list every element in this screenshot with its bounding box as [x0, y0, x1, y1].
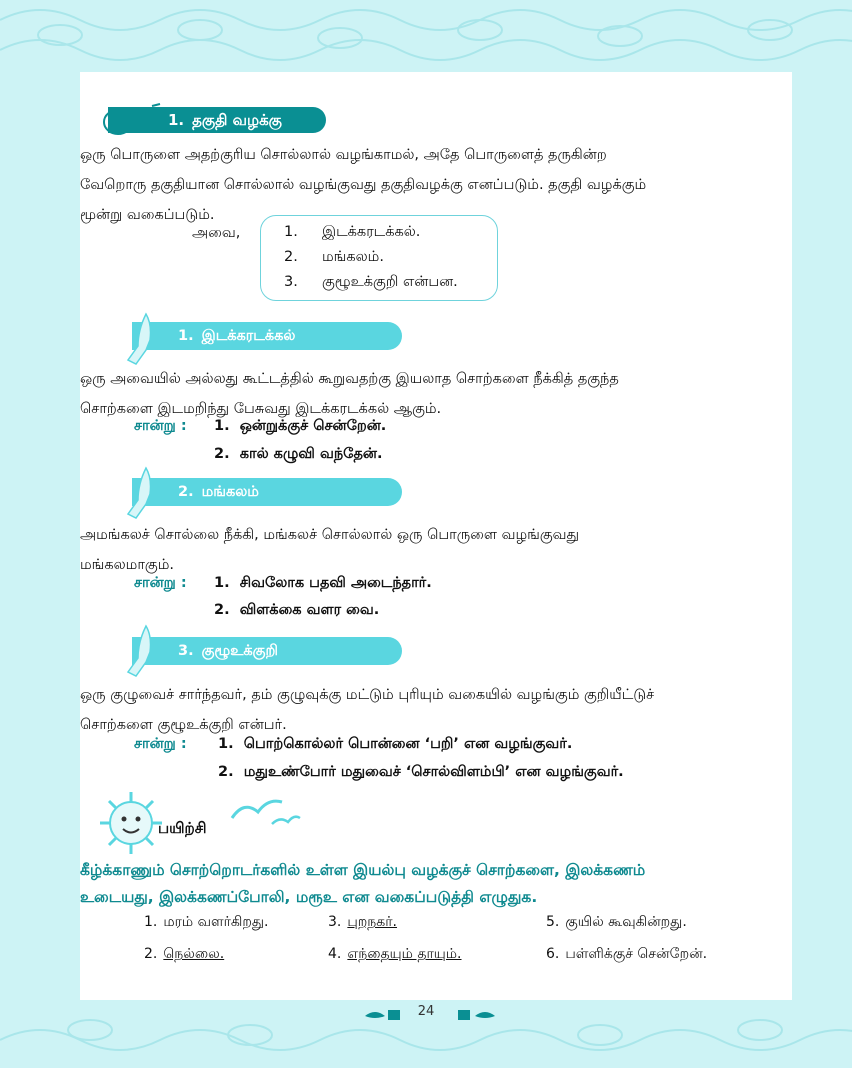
exercise-instruction [80, 857, 792, 911]
example-row [134, 729, 187, 759]
item-number: 6. [546, 946, 560, 962]
example-number: 2. [218, 764, 234, 780]
subsection-1-paragraph [80, 364, 792, 424]
example-row [134, 411, 187, 441]
subsection-number: 2. [178, 484, 194, 500]
page-number: 24 [417, 1004, 435, 1019]
item-number: 3. [328, 914, 342, 930]
example-number: 2. [214, 446, 230, 462]
intro-line: வேறொரு தகுதியான சொல்லால் வழங்குவது தகுதிவழக்கு எனப்படும். தகுதி வழக்கும் [80, 177, 647, 193]
paragraph-line: மங்கலமாகும். [80, 557, 175, 573]
item-text: புறநகர். [347, 914, 398, 930]
example-number: 1. [214, 418, 230, 434]
example-text: ஒன்றுக்குச் சென்றேன். [239, 418, 387, 434]
subsection-2-paragraph [80, 520, 792, 580]
folded-hands-icon [124, 310, 164, 366]
example-item [214, 411, 386, 441]
example-label: சான்று : [134, 736, 187, 752]
paragraph-line: அமங்கலச் சொல்லை நீக்கி, மங்கலச் சொல்லால் ஒரு பொருளை வழங்குவது [80, 527, 580, 543]
subsection-number: 1. [178, 328, 194, 344]
item-text: எந்தையும் தாயும். [347, 946, 462, 962]
exercise-item-2 [144, 946, 224, 964]
list-text: குழூஉக்குறி என்பன. [322, 274, 458, 290]
example-text: கால் கழுவி வந்தேன். [239, 446, 383, 462]
exercise-item-4 [328, 946, 462, 964]
folded-hands-icon [124, 464, 164, 520]
example-label: சான்று : [134, 418, 187, 434]
list-number: 2. [284, 249, 298, 265]
intro-line: ஒரு பொருளை அதற்குரிய சொல்லால் வழங்காமல், அதே பொருளைத் தருகின்ற [80, 147, 607, 163]
top-decorative-band [0, 0, 852, 72]
example-item [214, 595, 379, 625]
subsection-title: குழூஉக்குறி [201, 643, 278, 659]
item-number: 2. [144, 946, 158, 962]
list-item [322, 249, 384, 267]
example-text: சிவலோக பதவி அடைந்தார். [239, 575, 432, 591]
section-number: 1. [168, 111, 185, 129]
avai-label: அவை, [192, 225, 241, 241]
subsection-heading-2 [132, 478, 402, 506]
page-content [80, 72, 792, 1000]
example-label: சான்று : [134, 575, 187, 591]
list-number: 3. [284, 274, 298, 290]
example-item [218, 757, 624, 787]
exercise-item-3 [328, 914, 397, 932]
list-item [322, 274, 458, 292]
paragraph-line: சொற்களை இடமறிந்து பேசுவது இடக்கரடக்கல் ஆகும். [80, 401, 442, 417]
instruction-line: கீழ்க்காணும் சொற்றொடர்களில் உள்ள இயல்பு வழக்குச் சொற்களை, இலக்கணம் [80, 861, 646, 879]
list-text: மங்கலம். [322, 249, 384, 265]
example-text: பொற்கொல்லர் பொன்னை ‘பறி’ என வழங்குவர். [243, 736, 573, 752]
example-item [214, 568, 432, 598]
exercise-item-1 [144, 914, 269, 932]
list-text: இடக்கரடக்கல். [322, 224, 421, 240]
example-number: 1. [218, 736, 234, 752]
example-item [214, 439, 382, 469]
item-number: 1. [144, 914, 158, 930]
list-item [284, 274, 298, 290]
example-row [134, 568, 187, 598]
example-number: 2. [214, 602, 230, 618]
paragraph-line: சொற்களை குழூஉக்குறி என்பர். [80, 717, 287, 733]
subsection-heading-3 [132, 637, 402, 665]
paragraph-line: ஒரு அவையில் அல்லது கூட்டத்தில் கூறுவதற்கு இயலாத சொற்களை நீக்கித் தகுந்த [80, 371, 619, 387]
subsection-heading-1 [132, 322, 402, 350]
list-item [284, 249, 298, 265]
item-text: பள்ளிக்குச் சென்றேன். [565, 946, 708, 962]
subsection-title: மங்கலம் [201, 484, 259, 500]
list-item [322, 224, 420, 242]
example-item [218, 729, 572, 759]
smiling-sun-icon [98, 790, 164, 856]
list-item [284, 224, 298, 240]
exercise-item-6 [546, 946, 707, 964]
instruction-line: உடையது, இலக்கணப்போலி, மரூஉ என வகைப்படுத்தி எழுதுக. [80, 888, 538, 906]
section-title: தகுதி வழக்கு [192, 111, 282, 129]
item-text: குயில் கூவுகின்றது. [565, 914, 687, 930]
item-text: மரம் வளர்கிறது. [163, 914, 269, 930]
subsection-number: 3. [178, 643, 194, 659]
example-number: 1. [214, 575, 230, 591]
list-number: 1. [284, 224, 298, 240]
section-heading [108, 107, 326, 133]
item-text: நெல்லை. [163, 946, 225, 962]
paragraph-line: ஒரு குழுவைச் சார்ந்தவர், தம் குழுவுக்கு மட்டும் புரியும் வகையில் வழங்கும் குறியீட்டுச் [80, 687, 655, 703]
example-text: விளக்கை வளர வை. [239, 602, 380, 618]
example-text: மதுஉண்போர் மதுவைச் ‘சொல்விளம்பி’ என வழங்குவர். [243, 764, 624, 780]
exercise-heading: பயிற்சி [158, 819, 207, 837]
item-number: 5. [546, 914, 560, 930]
subsection-title: இடக்கரடக்கல் [201, 328, 296, 344]
item-number: 4. [328, 946, 342, 962]
birds-icon [222, 790, 302, 830]
folded-hands-icon [124, 622, 164, 678]
intro-line: மூன்று வகைப்படும். [80, 207, 215, 223]
exercise-item-5 [546, 914, 687, 932]
